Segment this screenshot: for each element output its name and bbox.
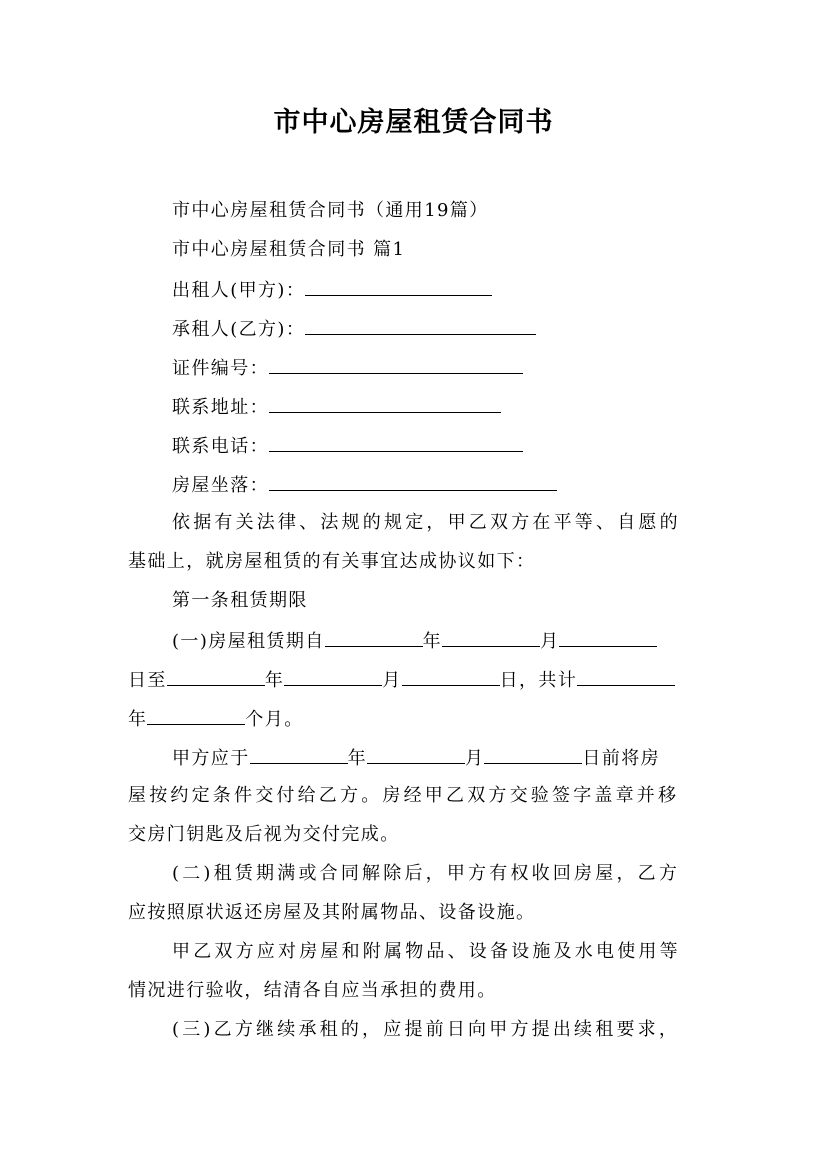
term-start-label: (一)房屋租赁期自 bbox=[172, 631, 325, 652]
lessee-blank bbox=[305, 316, 536, 335]
to-day-label: 日至 bbox=[128, 670, 167, 691]
phone-blank bbox=[269, 433, 523, 452]
intro-line-2: 基础上，就房屋租赁的有关事宜达成协议如下： bbox=[128, 551, 536, 572]
article-1-heading: 第一条租赁期限 bbox=[172, 590, 308, 611]
lessor-label: 出租人(甲方)： bbox=[172, 280, 306, 301]
inspection-line-1: 甲乙双方应对房屋和附属物品、设备设施及水电使用等 bbox=[172, 941, 681, 962]
return-line-1: (二)租赁期满或合同解除后，甲方有权收回房屋，乙方 bbox=[172, 863, 681, 884]
phone-field bbox=[172, 433, 523, 459]
document-title: 市中心房屋租赁合同书 bbox=[273, 107, 554, 138]
delivery-line-3: 交房门钥匙及后视为交付完成。 bbox=[128, 824, 400, 845]
total-year-blank bbox=[577, 667, 675, 686]
month-label: 月 bbox=[465, 748, 485, 769]
delivery-year-blank bbox=[250, 745, 348, 764]
term-line-1 bbox=[172, 628, 657, 654]
month-label: 月 bbox=[540, 631, 560, 652]
total-label: 日，共计 bbox=[499, 670, 578, 691]
year-label: 年 bbox=[264, 670, 285, 691]
delivery-month-blank bbox=[367, 745, 465, 764]
address-field bbox=[172, 394, 501, 420]
year-label: 年 bbox=[347, 748, 368, 769]
lessee-field bbox=[172, 316, 536, 342]
start-month-blank bbox=[442, 628, 540, 647]
delivery-line-2: 屋按约定条件交付给乙方。房经甲乙双方交验签字盖章并移 bbox=[128, 785, 680, 806]
total-month-blank bbox=[147, 706, 245, 725]
return-line-2: 应按照原状返还房屋及其附属物品、设备设施。 bbox=[128, 902, 536, 923]
term-line-2 bbox=[128, 667, 675, 693]
phone-label: 联系电话： bbox=[172, 436, 269, 457]
intro-line-1: 依据有关法律、法规的规定，甲乙双方在平等、自愿的 bbox=[172, 512, 681, 533]
lessor-blank bbox=[305, 277, 492, 296]
renewal-line-1: (三)乙方继续承租的，应提前日向甲方提出续租要求， bbox=[172, 1019, 681, 1040]
year-label: 年 bbox=[422, 631, 443, 652]
id-number-field bbox=[172, 355, 523, 381]
address-blank bbox=[269, 394, 501, 413]
address-label: 联系地址： bbox=[172, 397, 269, 418]
end-month-blank bbox=[284, 667, 382, 686]
location-label: 房屋坐落： bbox=[172, 475, 269, 496]
delivery-day-blank bbox=[484, 745, 582, 764]
id-number-blank bbox=[269, 355, 523, 374]
delivery-label: 甲方应于 bbox=[172, 748, 250, 769]
delivery-day-label: 日前将房 bbox=[582, 748, 661, 769]
location-field bbox=[172, 472, 557, 498]
location-blank bbox=[269, 472, 557, 491]
delivery-line-1 bbox=[172, 745, 660, 771]
lessee-label: 承租人(乙方)： bbox=[172, 319, 306, 340]
subtitle: 市中心房屋租赁合同书（通用19篇） bbox=[172, 200, 489, 221]
inspection-line-2: 情况进行验收，结清各自应当承担的费用。 bbox=[128, 980, 497, 1001]
lessor-field bbox=[172, 277, 492, 303]
year-label: 年 bbox=[128, 709, 148, 730]
start-day-blank bbox=[559, 628, 657, 647]
term-line-3 bbox=[128, 706, 304, 732]
start-year-blank bbox=[325, 628, 423, 647]
end-day-blank bbox=[402, 667, 500, 686]
id-number-label: 证件编号： bbox=[172, 358, 269, 379]
chapter-heading: 市中心房屋租赁合同书 篇1 bbox=[172, 239, 406, 260]
month-label: 月 bbox=[382, 670, 402, 691]
months-label: 个月。 bbox=[245, 709, 304, 730]
end-year-blank bbox=[167, 667, 265, 686]
